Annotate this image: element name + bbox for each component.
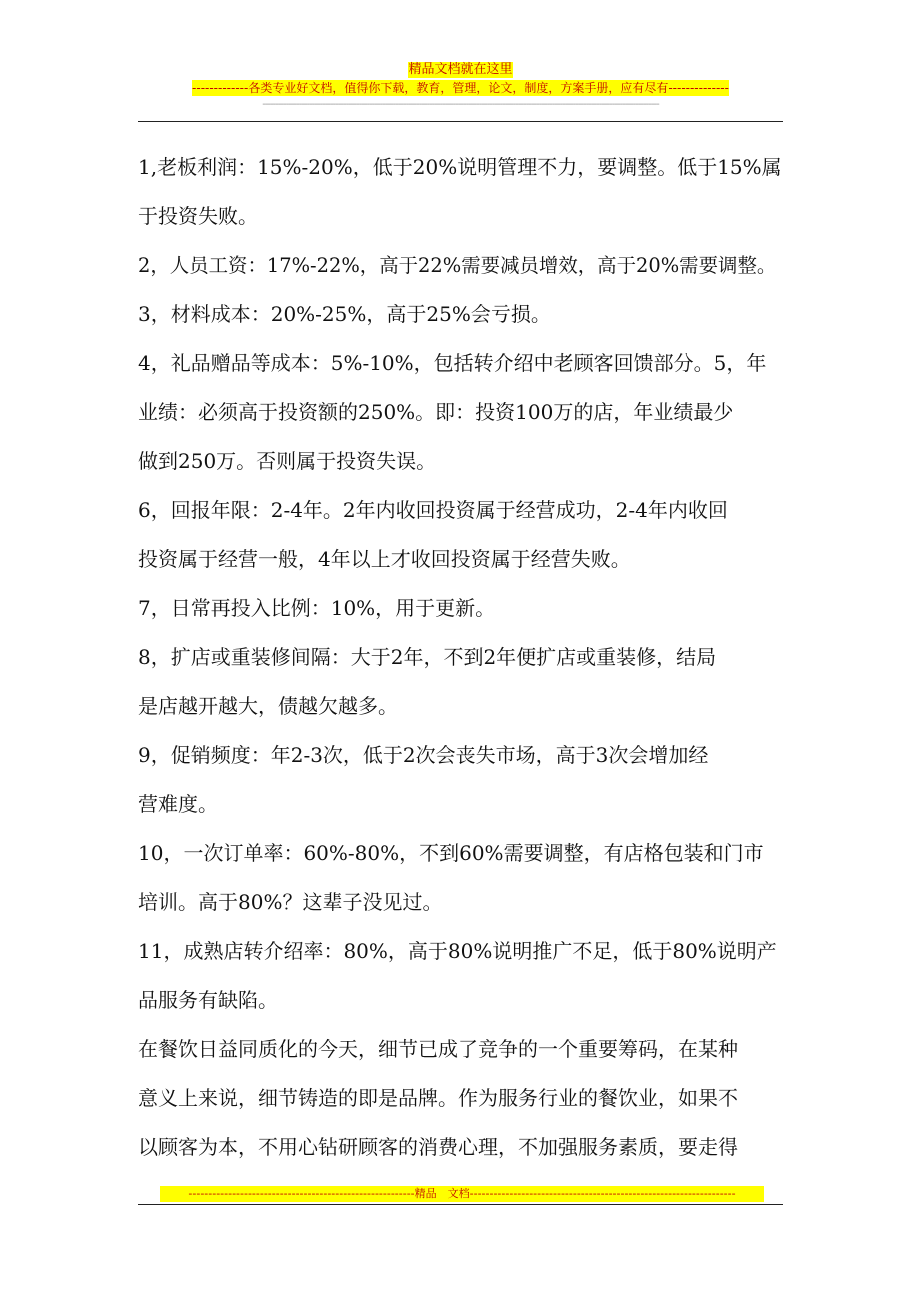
text-line: 11，成熟店转介绍率：80%，高于80%说明推广不足，低于80%说明产 <box>138 939 777 963</box>
footer-rule <box>138 1204 783 1205</box>
text-line: 9，促销频度：年2-3次，低于2次会丧失市场，高于3次会增加经 <box>138 743 709 767</box>
page-header <box>138 62 783 110</box>
text-line: 2，人员工资：17%-22%，高于22%需要减员增效，高于20%需要调整。 <box>138 254 777 277</box>
text-line: 在餐饮日益同质化的今天，细节已成了竞争的一个重要筹码，在某种 <box>138 1037 738 1061</box>
text-line: 培训。高于80%？这辈子没见过。 <box>138 890 443 914</box>
text-line: 是店越开越大，债越欠越多。 <box>138 694 398 718</box>
document-body <box>138 143 783 1172</box>
text-line: 7，日常再投入比例：10%，用于更新。 <box>138 596 496 620</box>
text-line: 1,老板利润：15%-20%，低于20%说明管理不力，要调整。低于15%属 <box>138 155 782 179</box>
header-subtitle: -------------各类专业好文档，值得你下载，教育，管理，论文，制度，方案手册，应有尽有-------------- <box>192 81 729 95</box>
text-line: 4，礼品赠品等成本：5%-10%，包括转介绍中老顾客回馈部分。5，年 <box>138 351 767 375</box>
text-line: 6，回报年限：2-4年。2年内收回投资属于经营成功，2-4年内收回 <box>138 498 728 522</box>
header-dashes: -------------------------------------------------------------------------------------------------------------------------------------------------------- <box>262 99 659 110</box>
text-line: 于投资失败。 <box>138 204 258 228</box>
header-rule <box>138 121 783 122</box>
text-line: 以顾客为本，不用心钻研顾客的消费心理，不加强服务素质，要走得 <box>138 1135 738 1159</box>
text-line: 业绩：必须高于投资额的250%。即：投资100万的店，年业绩最少 <box>138 400 734 424</box>
text-line: 8，扩店或重装修间隔：大于2年，不到2年便扩店或重装修，结局 <box>138 645 717 669</box>
text-line: 3，材料成本：20%-25%，高于25%会亏损。 <box>138 302 551 326</box>
page-footer <box>160 1186 764 1205</box>
header-title: 精品文档就在这里 <box>408 62 513 77</box>
text-line: 营难度。 <box>138 792 218 816</box>
text-line: 品服务有缺陷。 <box>138 988 278 1012</box>
footer-text: ---------------------------------------------------------精品 文档------------------------------------------------------------------- <box>160 1186 764 1202</box>
text-line: 投资属于经营一般，4年以上才收回投资属于经营失败。 <box>138 547 631 571</box>
text-line: 10，一次订单率：60%-80%，不到60%需要调整，有店格包装和门市 <box>138 841 764 865</box>
text-line: 意义上来说，细节铸造的即是品牌。作为服务行业的餐饮业，如果不 <box>138 1086 738 1110</box>
text-line: 做到250万。否则属于投资失误。 <box>138 449 437 473</box>
